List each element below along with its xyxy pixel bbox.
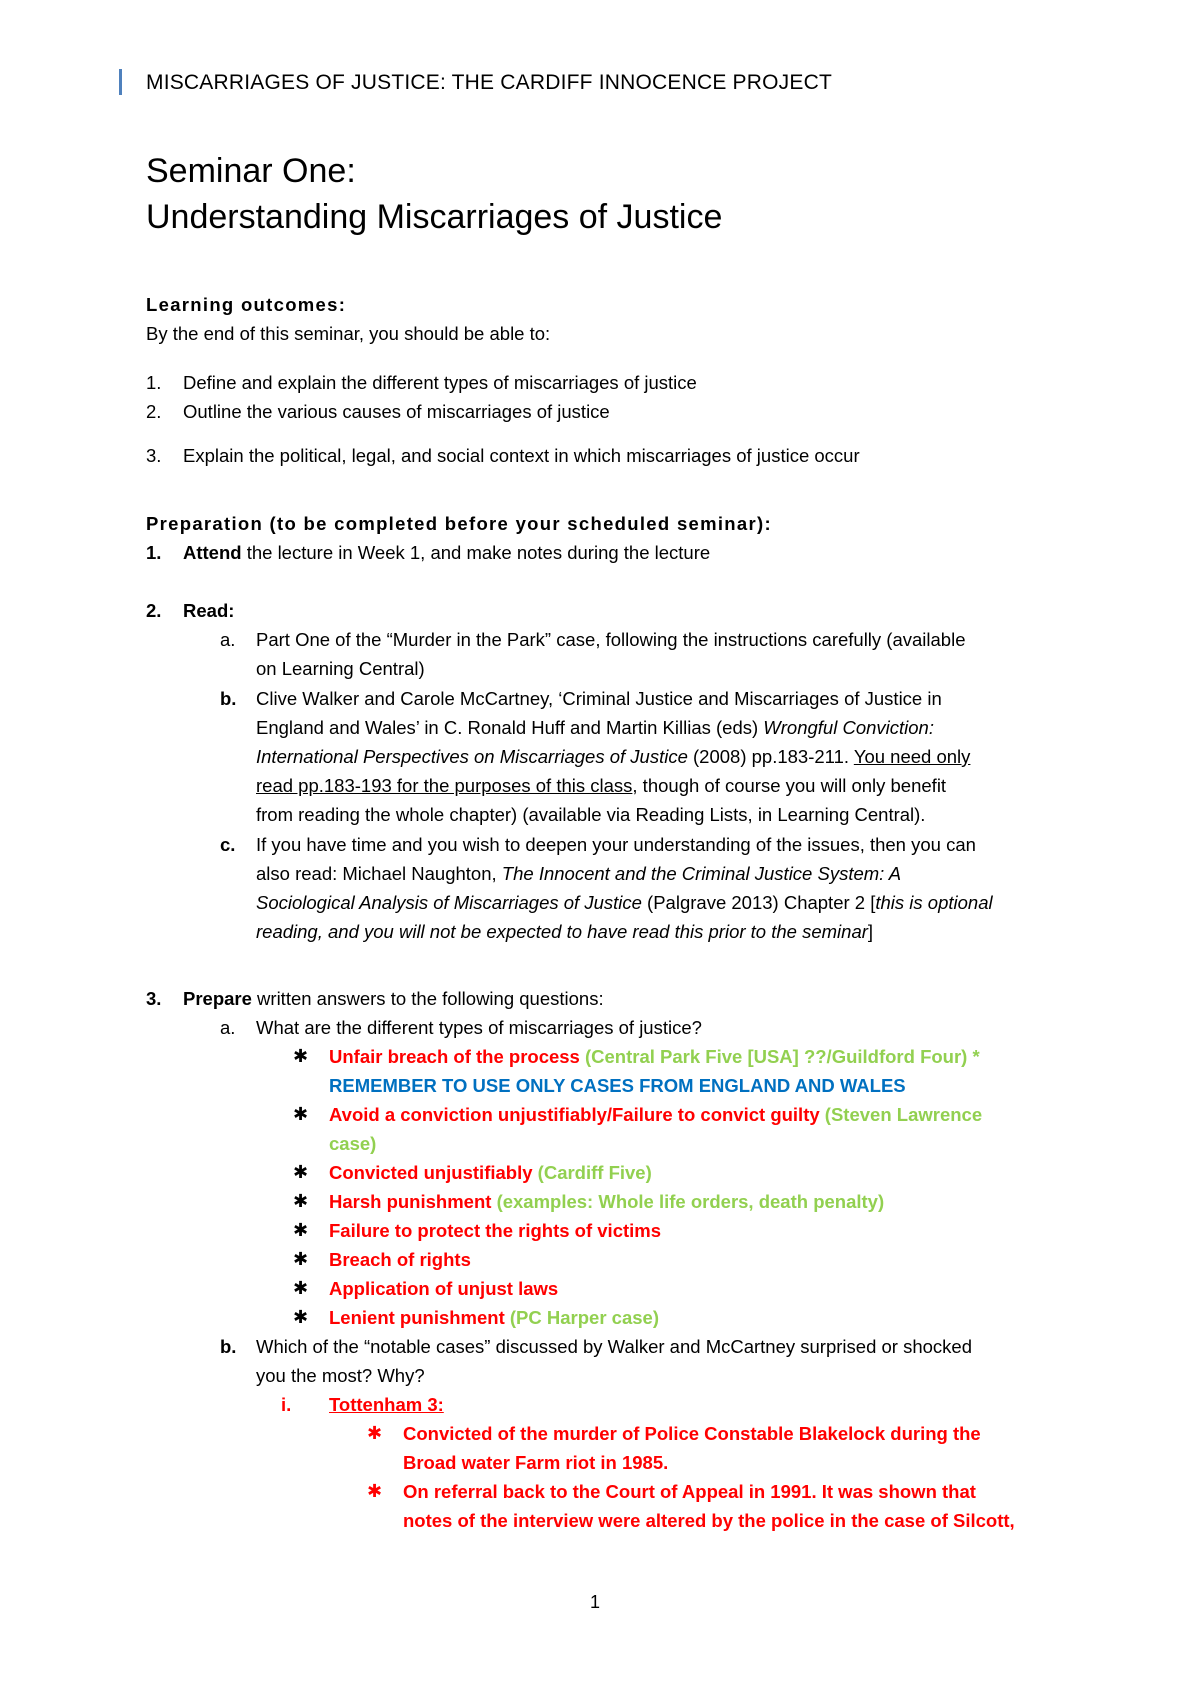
reading-item-c-line3 <box>256 888 993 917</box>
reading-item-b-line4 <box>256 771 946 800</box>
answer-type: Failure to protect the rights of victims <box>329 1220 662 1241</box>
answer-type: Breach of rights <box>329 1249 471 1270</box>
asterisk-bullet-icon: ✱ <box>293 1104 309 1124</box>
prep-item-attend <box>183 538 710 567</box>
learning-outcomes-heading: Learning outcomes: <box>146 294 347 315</box>
page-title-line1: Seminar One: <box>146 152 356 190</box>
learning-outcome-item: Explain the political, legal, and social context in which miscarriages of justice occur <box>183 445 860 466</box>
reading-item-c-text: (Palgrave 2013) Chapter 2 [ <box>641 892 876 913</box>
answer-example: (Steven Lawrence <box>824 1104 983 1125</box>
asterisk-bullet-icon: ✱ <box>293 1307 309 1327</box>
question-b-line1: Which of the “notable cases” discussed by Walker and McCartney surprised or shocked <box>256 1336 972 1357</box>
case-note-line: Broad water Farm riot in 1985. <box>403 1452 669 1473</box>
book-title: International Perspectives on Miscarriages of Justice <box>256 746 688 767</box>
reading-item-b-text: , though of course you will only benefit <box>632 775 947 796</box>
asterisk-bullet-icon: ✱ <box>367 1423 383 1443</box>
list-number: 2. <box>146 401 162 422</box>
question-a: What are the different types of miscarriages of justice? <box>256 1017 702 1038</box>
prep-item-prepare-bold: Prepare <box>183 988 252 1009</box>
list-number: 2. <box>146 600 162 621</box>
answer-example: case) <box>329 1133 377 1154</box>
asterisk-bullet-icon: ✱ <box>367 1481 383 1501</box>
list-number: 1. <box>146 372 162 393</box>
reading-item-c-line2 <box>256 859 901 888</box>
list-letter: c. <box>220 834 236 855</box>
reading-item-c-text: also read: Michael Naughton, <box>256 863 502 884</box>
reading-item-b-text: England and Wales’ in C. Ronald Huff and Martin Killias (eds) <box>256 717 764 738</box>
reading-item-a-line1: Part One of the “Murder in the Park” case, following the instructions carefully (available <box>256 629 966 650</box>
answer-example: (Central Park Five [USA] ??/Guildford Four) * <box>584 1046 980 1067</box>
case-note-line: On referral back to the Court of Appeal in 1991. It was shown that <box>403 1481 976 1502</box>
reading-item-c-line1: If you have time and you wish to deepen your understanding of the issues, then you can <box>256 834 976 855</box>
book-title: Sociological Analysis of Miscarriages of Justice <box>256 892 642 913</box>
reading-item-a-line2: on Learning Central) <box>256 658 425 679</box>
answer-type: Lenient punishment <box>329 1307 510 1328</box>
answer-example: (Cardiff Five) <box>537 1162 652 1183</box>
asterisk-bullet-icon: ✱ <box>293 1162 309 1182</box>
answer-type: Unfair breach of the process <box>329 1046 585 1067</box>
list-letter: b. <box>220 688 237 709</box>
asterisk-bullet-icon: ✱ <box>293 1046 309 1066</box>
running-header: MISCARRIAGES OF JUSTICE: THE CARDIFF INNOCENCE PROJECT <box>146 71 832 94</box>
reading-item-b-line2 <box>256 713 934 742</box>
answer-example: (examples: Whole life orders, death penalty) <box>496 1191 885 1212</box>
reading-item-b-line5: from reading the whole chapter) (available via Reading Lists, in Learning Central). <box>256 804 926 825</box>
prep-item-attend-bold: Attend <box>183 542 242 563</box>
reading-item-b-line1: Clive Walker and Carole McCartney, ‘Criminal Justice and Miscarriages of Justice in <box>256 688 942 709</box>
prep-item-prepare <box>183 984 604 1013</box>
reading-item-b-line3 <box>256 742 970 771</box>
case-note-line: Convicted of the murder of Police Constable Blakelock during the <box>403 1423 981 1444</box>
list-letter: a. <box>220 629 236 650</box>
list-number: 1. <box>146 542 162 563</box>
asterisk-bullet-icon: ✱ <box>293 1249 309 1269</box>
asterisk-bullet-icon: ✱ <box>293 1220 309 1240</box>
list-letter: b. <box>220 1336 237 1357</box>
learning-outcome-item: Define and explain the different types of miscarriages of justice <box>183 372 697 393</box>
case-title: Tottenham 3: <box>329 1394 444 1415</box>
learning-outcome-item: Outline the various causes of miscarriages of justice <box>183 401 610 422</box>
reading-instruction-underlined: read pp.183-193 for the purposes of this class <box>256 775 633 796</box>
page-title-line2: Understanding Miscarriages of Justice <box>146 198 723 236</box>
optional-note: reading, and you will not be expected to have read this prior to the seminar <box>256 921 868 942</box>
reading-item-c-line4 <box>256 917 873 946</box>
answer-type: Convicted unjustifiably <box>329 1162 538 1183</box>
answer-bullet <box>329 1187 884 1216</box>
list-roman: i. <box>281 1394 292 1415</box>
answer-bullet <box>329 1303 659 1332</box>
answer-type: Harsh punishment <box>329 1191 497 1212</box>
reading-item-b-text: (2008) pp.183-211. <box>687 746 854 767</box>
case-note-line: notes of the interview were altered by the police in the case of Silcott, <box>403 1510 1015 1531</box>
page-number: 1 <box>590 1592 601 1612</box>
answer-bullet <box>329 1042 980 1071</box>
prep-item-attend-rest: the lecture in Week 1, and make notes during the lecture <box>241 542 711 563</box>
preparation-heading: Preparation (to be completed before your scheduled seminar): <box>146 513 772 534</box>
asterisk-bullet-icon: ✱ <box>293 1191 309 1211</box>
header-accent-bar <box>119 69 122 95</box>
reading-item-c-text: ] <box>867 921 874 942</box>
reading-instruction-underlined: You need only <box>853 746 971 767</box>
list-number: 3. <box>146 445 162 466</box>
asterisk-bullet-icon: ✱ <box>293 1278 309 1298</box>
book-title: The Innocent and the Criminal Justice System: A <box>501 863 902 884</box>
answer-bullet <box>329 1158 652 1187</box>
book-title: Wrongful Conviction: <box>763 717 934 738</box>
reminder-note: REMEMBER TO USE ONLY CASES FROM ENGLAND AND WALES <box>329 1075 906 1096</box>
prep-item-read-label: Read: <box>183 600 235 621</box>
optional-note: this is optional <box>875 892 993 913</box>
learning-intro: By the end of this seminar, you should be able to: <box>146 323 551 344</box>
answer-example: (PC Harper case) <box>509 1307 659 1328</box>
prep-item-prepare-rest: written answers to the following questions: <box>251 988 604 1009</box>
answer-type: Avoid a conviction unjustifiably/Failure to convict guilty <box>329 1104 825 1125</box>
question-b-line2: you the most? Why? <box>256 1365 425 1386</box>
answer-type: Application of unjust laws <box>329 1278 559 1299</box>
answer-bullet <box>329 1100 982 1129</box>
list-letter: a. <box>220 1017 236 1038</box>
list-number: 3. <box>146 988 162 1009</box>
